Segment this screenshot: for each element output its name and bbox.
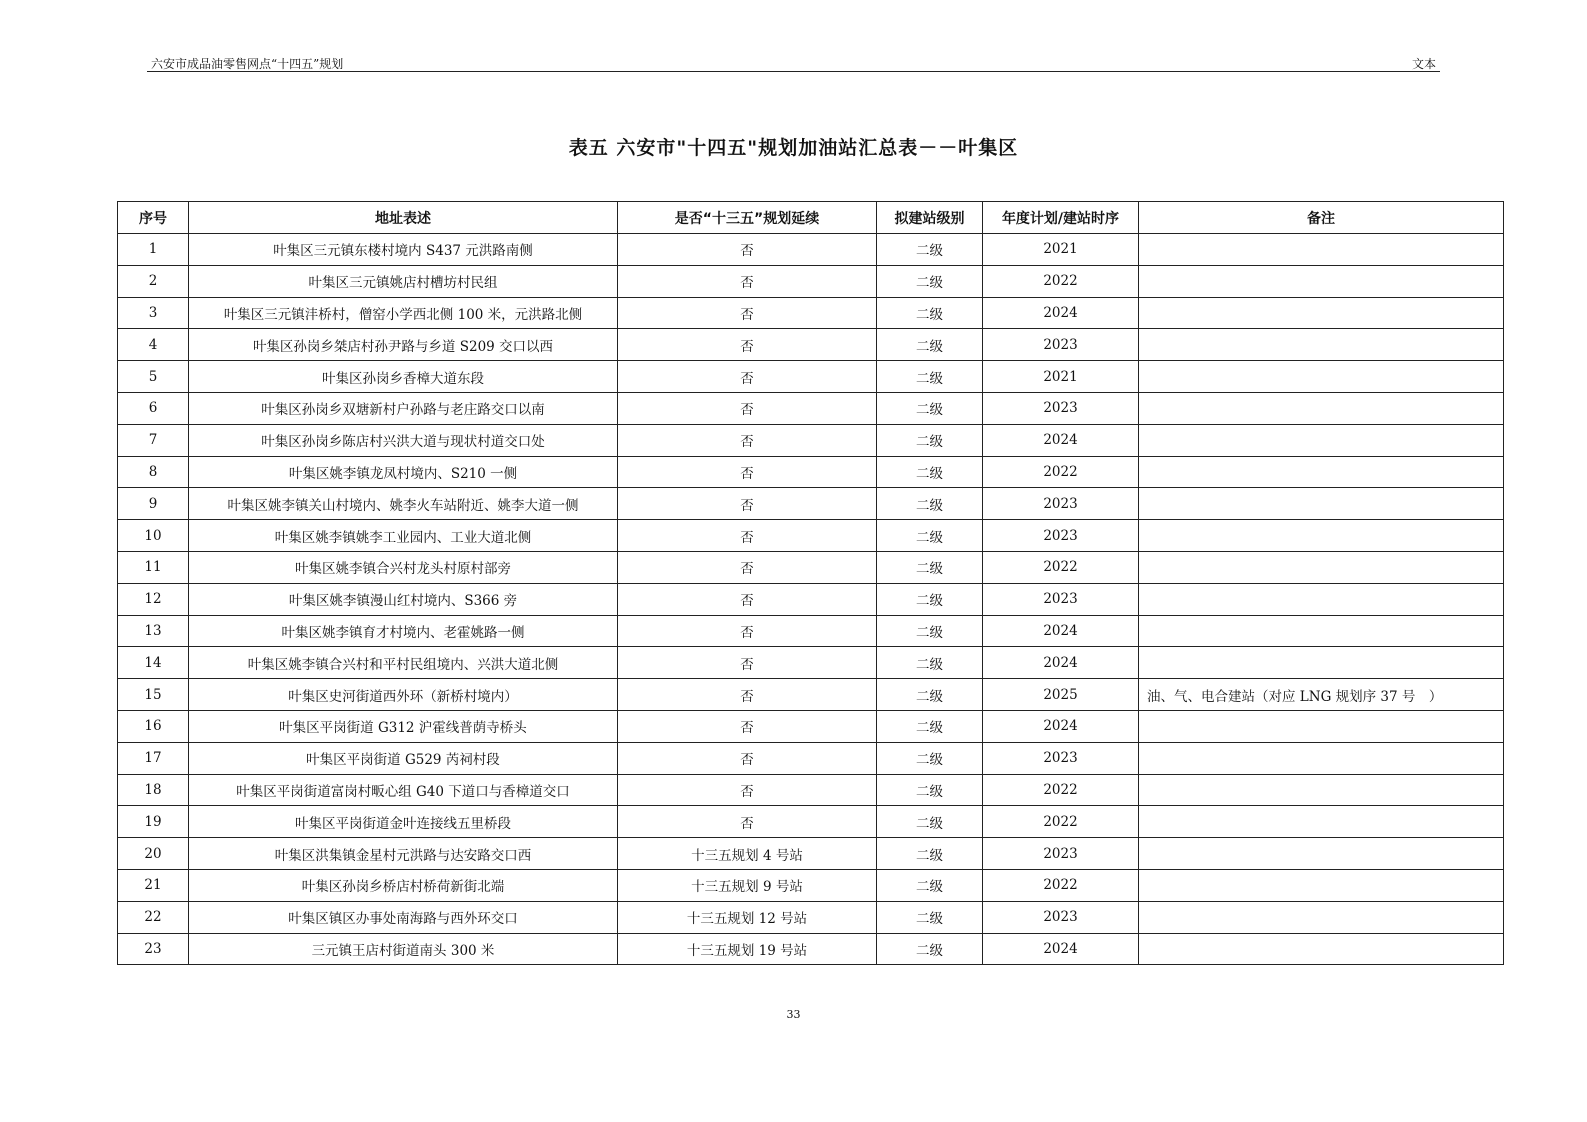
cell-continuation: 否 <box>618 234 877 266</box>
cell-note: 油、气、电合建站（对应 LNG 规划序 37 号 ） <box>1139 679 1504 711</box>
cell-level: 二级 <box>877 265 983 297</box>
cell-year: 2023 <box>983 742 1139 774</box>
cell-year: 2024 <box>983 933 1139 965</box>
cell-note <box>1139 265 1504 297</box>
cell-continuation: 否 <box>618 679 877 711</box>
cell-address: 三元镇王店村街道南头 300 米 <box>189 933 618 965</box>
cell-level: 二级 <box>877 869 983 901</box>
column-header-note: 备注 <box>1139 202 1504 234</box>
cell-year: 2023 <box>983 583 1139 615</box>
cell-continuation: 否 <box>618 329 877 361</box>
cell-continuation: 十三五规划 9 号站 <box>618 869 877 901</box>
cell-year: 2022 <box>983 774 1139 806</box>
cell-address: 叶集区三元镇沣桥村，僧窑小学西北侧 100 米，元洪路北侧 <box>189 297 618 329</box>
cell-no: 21 <box>118 869 189 901</box>
cell-year: 2021 <box>983 234 1139 266</box>
cell-note <box>1139 806 1504 838</box>
table-row <box>118 424 1504 456</box>
table-title: 表五 六安市"十四五"规划加油站汇总表－－叶集区 <box>568 137 1019 159</box>
cell-no: 13 <box>118 615 189 647</box>
cell-year: 2022 <box>983 265 1139 297</box>
cell-continuation: 十三五规划 12 号站 <box>618 901 877 933</box>
table-row <box>118 361 1504 393</box>
cell-year: 2024 <box>983 647 1139 679</box>
cell-level: 二级 <box>877 679 983 711</box>
table-row <box>118 838 1504 870</box>
cell-continuation: 十三五规划 4 号站 <box>618 838 877 870</box>
table-header <box>118 202 1504 234</box>
table-row <box>118 901 1504 933</box>
cell-note <box>1139 488 1504 520</box>
cell-address: 叶集区三元镇姚店村槽坊村民组 <box>189 265 618 297</box>
cell-level: 二级 <box>877 710 983 742</box>
cell-continuation: 否 <box>618 710 877 742</box>
cell-address: 叶集区平岗街道 G529 芮祠村段 <box>189 742 618 774</box>
cell-address: 叶集区平岗街道富岗村畈心组 G40 下道口与香樟道交口 <box>189 774 618 806</box>
cell-note <box>1139 551 1504 583</box>
column-header-continuation: 是否“十三五”规划延续 <box>618 202 877 234</box>
cell-note <box>1139 710 1504 742</box>
cell-note <box>1139 615 1504 647</box>
cell-no: 15 <box>118 679 189 711</box>
cell-note <box>1139 297 1504 329</box>
cell-address: 叶集区孙岗乡双塘新村户孙路与老庄路交口以南 <box>189 392 618 424</box>
page-number: 33 <box>786 1008 801 1021</box>
cell-year: 2023 <box>983 392 1139 424</box>
cell-level: 二级 <box>877 551 983 583</box>
cell-no: 12 <box>118 583 189 615</box>
cell-note <box>1139 583 1504 615</box>
table-row <box>118 647 1504 679</box>
cell-year: 2022 <box>983 806 1139 838</box>
cell-continuation: 否 <box>618 361 877 393</box>
cell-no: 3 <box>118 297 189 329</box>
cell-note <box>1139 234 1504 266</box>
table-row <box>118 234 1504 266</box>
cell-note <box>1139 742 1504 774</box>
cell-year: 2022 <box>983 869 1139 901</box>
cell-address: 叶集区姚李镇龙凤村境内、S210 一侧 <box>189 456 618 488</box>
cell-year: 2024 <box>983 615 1139 647</box>
cell-level: 二级 <box>877 234 983 266</box>
cell-no: 4 <box>118 329 189 361</box>
cell-address: 叶集区孙岗乡香樟大道东段 <box>189 361 618 393</box>
cell-level: 二级 <box>877 774 983 806</box>
table-row <box>118 520 1504 552</box>
cell-level: 二级 <box>877 615 983 647</box>
column-header-no: 序号 <box>118 202 189 234</box>
cell-continuation: 否 <box>618 551 877 583</box>
table-row <box>118 583 1504 615</box>
cell-level: 二级 <box>877 520 983 552</box>
cell-year: 2024 <box>983 297 1139 329</box>
cell-note <box>1139 838 1504 870</box>
table-row <box>118 679 1504 711</box>
running-header-label: 文本 <box>1411 57 1436 71</box>
cell-no: 20 <box>118 838 189 870</box>
cell-address: 叶集区平岗街道 G312 沪霍线普荫寺桥头 <box>189 710 618 742</box>
cell-year: 2023 <box>983 488 1139 520</box>
cell-level: 二级 <box>877 806 983 838</box>
cell-no: 6 <box>118 392 189 424</box>
cell-no: 8 <box>118 456 189 488</box>
header-row <box>118 202 1504 234</box>
cell-continuation: 否 <box>618 424 877 456</box>
cell-level: 二级 <box>877 933 983 965</box>
cell-level: 二级 <box>877 583 983 615</box>
cell-continuation: 否 <box>618 265 877 297</box>
cell-no: 18 <box>118 774 189 806</box>
table-row <box>118 774 1504 806</box>
cell-address: 叶集区三元镇东楼村境内 S437 元洪路南侧 <box>189 234 618 266</box>
column-header-level: 拟建站级别 <box>877 202 983 234</box>
cell-no: 11 <box>118 551 189 583</box>
cell-continuation: 否 <box>618 392 877 424</box>
cell-no: 17 <box>118 742 189 774</box>
table-row <box>118 615 1504 647</box>
cell-year: 2022 <box>983 551 1139 583</box>
cell-year: 2023 <box>983 838 1139 870</box>
table-row <box>118 329 1504 361</box>
cell-continuation: 否 <box>618 647 877 679</box>
table-body <box>118 234 1504 965</box>
cell-address: 叶集区姚李镇合兴村龙头村原村部旁 <box>189 551 618 583</box>
cell-note <box>1139 456 1504 488</box>
cell-year: 2023 <box>983 901 1139 933</box>
cell-address: 叶集区史河街道西外环（新桥村境内） <box>189 679 618 711</box>
cell-level: 二级 <box>877 424 983 456</box>
cell-address: 叶集区姚李镇合兴村和平村民组境内、兴洪大道北侧 <box>189 647 618 679</box>
cell-note <box>1139 647 1504 679</box>
cell-no: 22 <box>118 901 189 933</box>
cell-address: 叶集区洪集镇金星村元洪路与达安路交口西 <box>189 838 618 870</box>
table-row <box>118 265 1504 297</box>
gas-station-summary-table <box>117 201 1504 965</box>
cell-level: 二级 <box>877 488 983 520</box>
cell-note <box>1139 869 1504 901</box>
cell-no: 9 <box>118 488 189 520</box>
cell-no: 19 <box>118 806 189 838</box>
cell-year: 2023 <box>983 329 1139 361</box>
table-row <box>118 742 1504 774</box>
table-row <box>118 806 1504 838</box>
cell-note <box>1139 361 1504 393</box>
cell-address: 叶集区姚李镇漫山红村境内、S366 旁 <box>189 583 618 615</box>
table-row <box>118 869 1504 901</box>
cell-no: 1 <box>118 234 189 266</box>
cell-address: 叶集区孙岗乡桥店村桥荷新街北端 <box>189 869 618 901</box>
cell-no: 2 <box>118 265 189 297</box>
cell-continuation: 十三五规划 19 号站 <box>618 933 877 965</box>
cell-level: 二级 <box>877 838 983 870</box>
table-row <box>118 551 1504 583</box>
cell-continuation: 否 <box>618 742 877 774</box>
cell-no: 10 <box>118 520 189 552</box>
cell-address: 叶集区孙岗乡陈店村兴洪大道与现状村道交口处 <box>189 424 618 456</box>
cell-level: 二级 <box>877 647 983 679</box>
cell-continuation: 否 <box>618 806 877 838</box>
cell-level: 二级 <box>877 901 983 933</box>
cell-year: 2021 <box>983 361 1139 393</box>
cell-address: 叶集区姚李镇姚李工业园内、工业大道北侧 <box>189 520 618 552</box>
cell-level: 二级 <box>877 456 983 488</box>
cell-level: 二级 <box>877 392 983 424</box>
cell-address: 叶集区孙岗乡桀店村孙尹路与乡道 S209 交口以西 <box>189 329 618 361</box>
table-row <box>118 392 1504 424</box>
cell-continuation: 否 <box>618 583 877 615</box>
cell-no: 23 <box>118 933 189 965</box>
cell-continuation: 否 <box>618 520 877 552</box>
table-row <box>118 933 1504 965</box>
column-header-year: 年度计划/建站时序 <box>983 202 1139 234</box>
table-row <box>118 710 1504 742</box>
cell-year: 2025 <box>983 679 1139 711</box>
cell-year: 2024 <box>983 710 1139 742</box>
cell-year: 2023 <box>983 520 1139 552</box>
table-row <box>118 297 1504 329</box>
table-row <box>118 456 1504 488</box>
cell-level: 二级 <box>877 742 983 774</box>
cell-continuation: 否 <box>618 297 877 329</box>
cell-level: 二级 <box>877 361 983 393</box>
cell-note <box>1139 901 1504 933</box>
cell-year: 2024 <box>983 424 1139 456</box>
cell-level: 二级 <box>877 297 983 329</box>
cell-note <box>1139 520 1504 552</box>
cell-note <box>1139 424 1504 456</box>
cell-year: 2022 <box>983 456 1139 488</box>
cell-note <box>1139 392 1504 424</box>
cell-continuation: 否 <box>618 615 877 647</box>
cell-address: 叶集区平岗街道金叶连接线五里桥段 <box>189 806 618 838</box>
cell-note <box>1139 774 1504 806</box>
cell-no: 5 <box>118 361 189 393</box>
cell-note <box>1139 329 1504 361</box>
cell-address: 叶集区姚李镇关山村境内、姚李火车站附近、姚李大道一侧 <box>189 488 618 520</box>
cell-address: 叶集区镇区办事处南海路与西外环交口 <box>189 901 618 933</box>
header-divider <box>147 71 1440 72</box>
running-header-title: 六安市成品油零售网点“十四五”规划 <box>151 57 344 71</box>
table-row <box>118 488 1504 520</box>
cell-note <box>1139 933 1504 965</box>
cell-no: 7 <box>118 424 189 456</box>
cell-no: 16 <box>118 710 189 742</box>
column-header-address: 地址表述 <box>189 202 618 234</box>
cell-address: 叶集区姚李镇育才村境内、老霍姚路一侧 <box>189 615 618 647</box>
cell-continuation: 否 <box>618 774 877 806</box>
cell-no: 14 <box>118 647 189 679</box>
cell-level: 二级 <box>877 329 983 361</box>
cell-continuation: 否 <box>618 456 877 488</box>
cell-continuation: 否 <box>618 488 877 520</box>
